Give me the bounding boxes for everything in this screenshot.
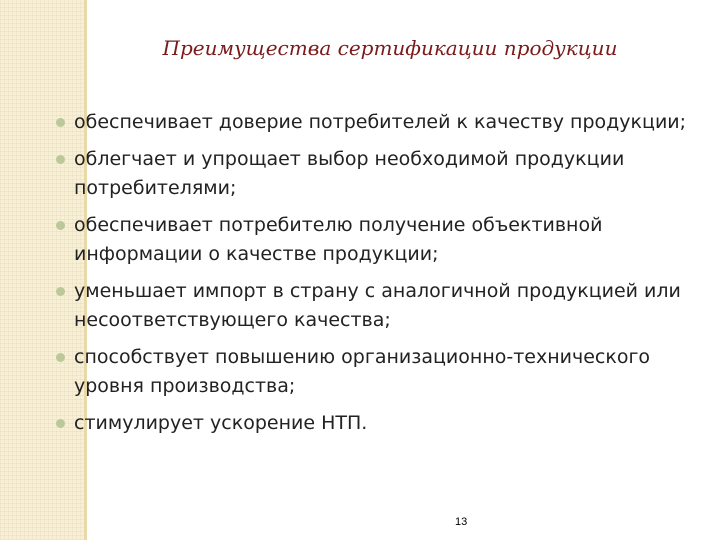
list-item-text: обеспечивает доверие потребителей к качеству продукции; bbox=[74, 111, 687, 133]
page-number: 13 bbox=[455, 516, 468, 528]
bullet-icon bbox=[56, 287, 65, 296]
benefits-list bbox=[56, 108, 716, 446]
list-item-text: облегчает и упрощает выбор необходимой продукции потребителями; bbox=[74, 148, 625, 199]
bullet-icon bbox=[56, 118, 65, 127]
bullet-icon bbox=[56, 353, 65, 362]
list-item bbox=[56, 277, 716, 335]
slide-title: Преимущества сертификации продукции bbox=[162, 36, 618, 60]
list-item bbox=[56, 211, 716, 269]
bullet-icon bbox=[56, 419, 65, 428]
list-item-text: уменьшает импорт в страну с аналогичной продукцией или несоответствующего качества; bbox=[74, 280, 681, 331]
list-item-text: способствует повышению организационно-технического уровня производства; bbox=[74, 346, 651, 397]
list-item bbox=[56, 343, 716, 401]
bullet-icon bbox=[56, 221, 65, 230]
list-item bbox=[56, 108, 716, 137]
list-item bbox=[56, 145, 716, 203]
list-item-text: обеспечивает потребителю получение объективной информации о качестве продукции; bbox=[74, 214, 603, 265]
bullet-icon bbox=[56, 155, 65, 164]
list-item-text: стимулирует ускорение НТП. bbox=[74, 412, 368, 434]
list-item bbox=[56, 409, 716, 438]
